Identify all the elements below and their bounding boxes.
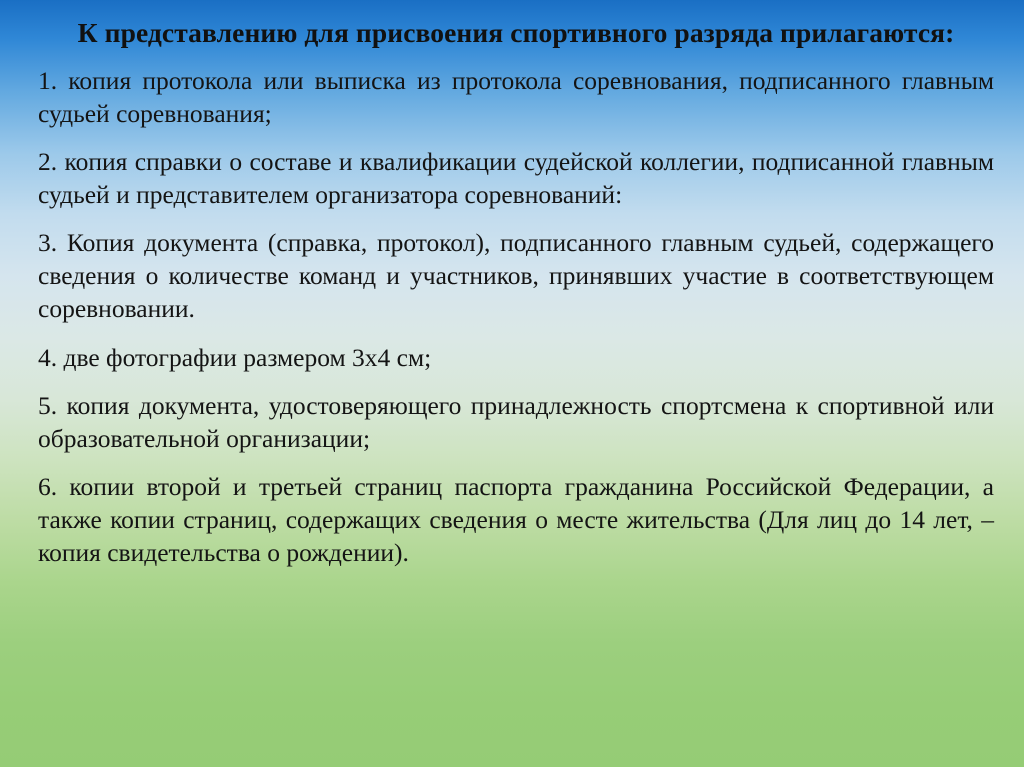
list-item: 2. копия справки о составе и квалификации судейской коллегии, подписанной главным судьей и представителем организатора соревнований: xyxy=(38,146,994,209)
list-item: 1. копия протокола или выписка из протокола соревнования, подписанного главным судьей соревнования; xyxy=(38,65,994,128)
list-item: 6. копии второй и третьей страниц паспорта гражданина Российской Федерации, а также копии страниц, содержащих сведения о месте жительства (Для лиц до 14 лет, – копия свидетельства о рождении). xyxy=(38,471,994,568)
page-title: К представлению для присвоения спортивного разряда прилагаются: xyxy=(77,17,955,48)
list-item: 4. две фотографии размером 3х4 см; xyxy=(38,342,432,372)
list-item: 5. копия документа, удостоверяющего принадлежность спортсмена к спортивной или образовательной организации; xyxy=(38,390,994,453)
list-item: 3. Копия документа (справка, протокол), подписанного главным судьей, содержащего сведения о количестве команд и участников, принявших участие в соответствующем соревновании. xyxy=(38,228,994,324)
